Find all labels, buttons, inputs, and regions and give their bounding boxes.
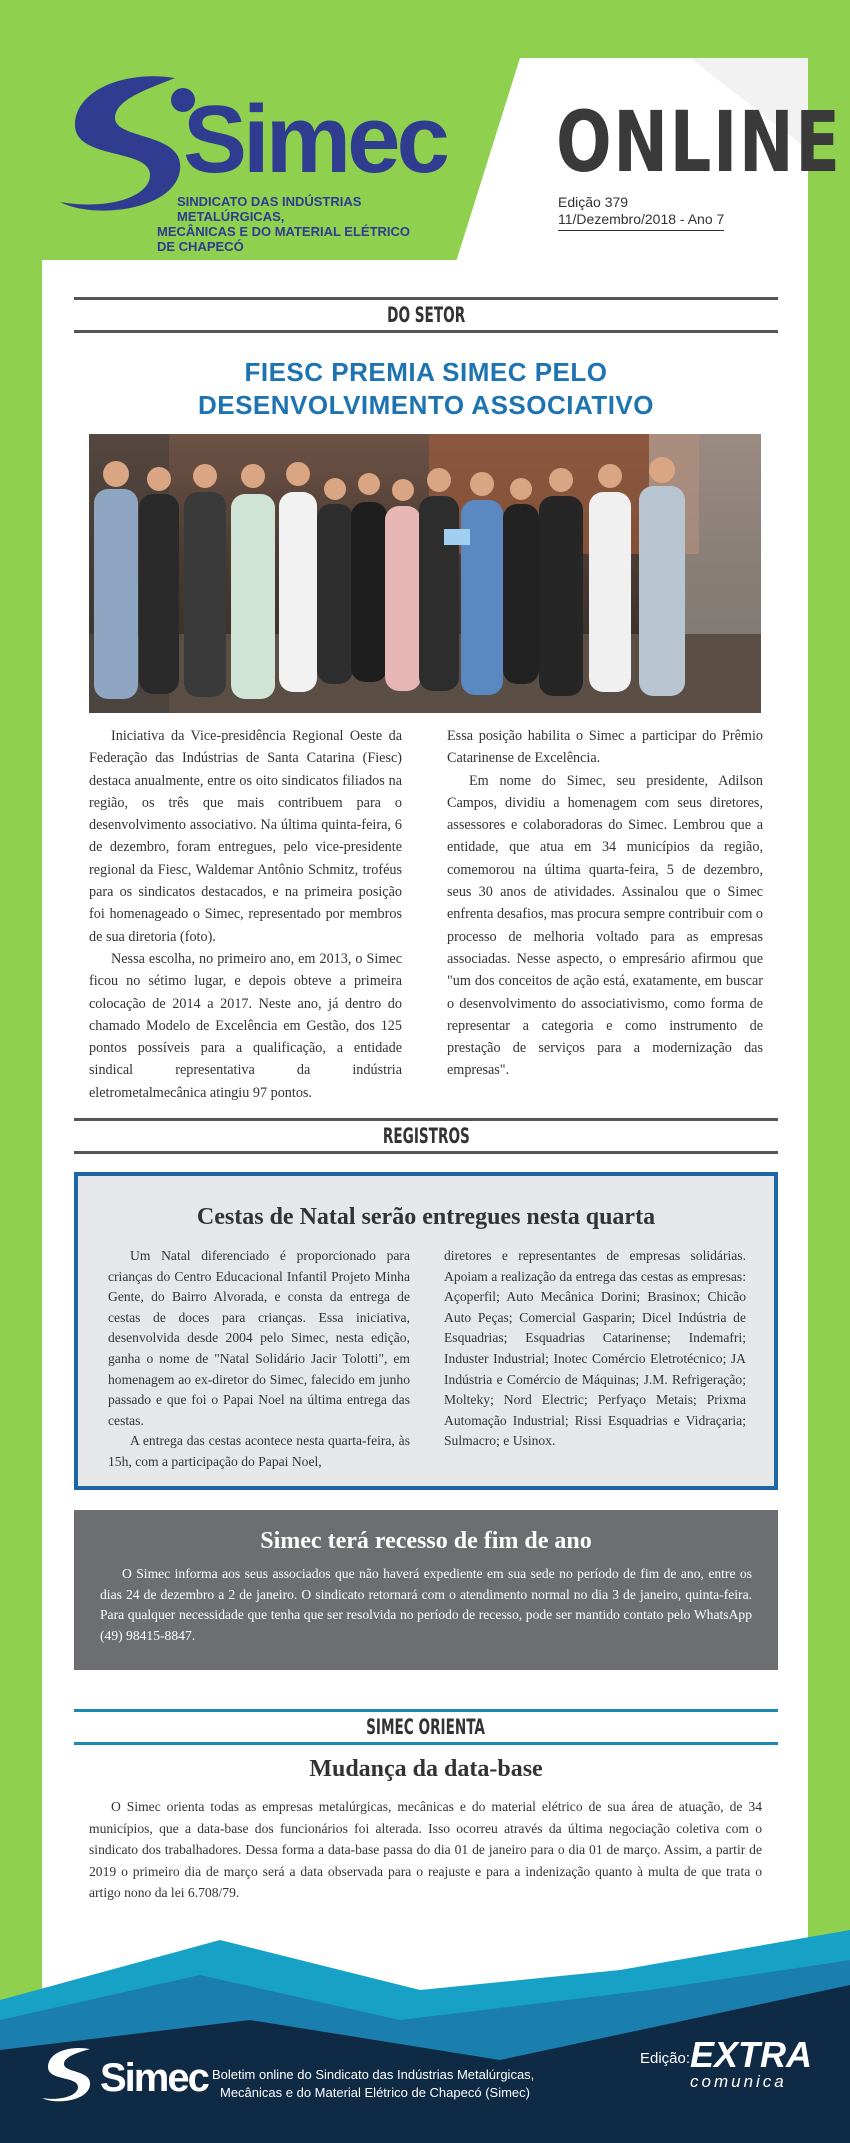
recesso-title: Simec terá recesso de fim de ano bbox=[260, 1528, 592, 1554]
headline-line1: FIESC PREMIA SIMEC PELO bbox=[244, 357, 608, 387]
paragraph: Um Natal diferenciado é proporcionado para crianças do Centro Educacional Infantil Projeto Minha Gente, do Bairro Alvorada, e consta da entrega de cestas de doces para crianças. Essa iniciativa, desenvolvida desde 2004 pelo Simec, nesta edição, ganha o nome de "Natal Solidário Jacir Tolotti", em homenagem ao ex-diretor do Simec, falecido em junho passado e que foi o Papai Noel na última entrega das cestas. bbox=[108, 1248, 410, 1428]
box-title: Cestas de Natal serão entregues nesta quarta bbox=[196, 1204, 656, 1230]
edition-number: Edição 379 bbox=[558, 194, 629, 210]
footer-swoosh-icon bbox=[40, 2045, 100, 2105]
section-label: SIMEC ORIENTA bbox=[366, 1715, 486, 1739]
simec-logo bbox=[55, 70, 446, 254]
paragraph: A entrega das cestas acontece nesta quarta-feira, às 15h, com a participação do Papai Noel, bbox=[108, 1433, 410, 1469]
recesso-text: O Simec informa aos seus associados que não haverá expediente em sua sede no período de fim de ano, entre os dias 24 de dezembro a 2 de janeiro. O sindicato retornará com o atendimento normal no dia 3 de janeiro, quinta-feira. Para qualquer necessidade que tenha que ser resolvida no período de recesso, pode ser mantido contato pelo WhatsApp (49) 98415-8847. bbox=[100, 1566, 752, 1643]
logo-subtitle-line1: SINDICATO DAS INDÚSTRIAS METALÚRGICAS, bbox=[177, 194, 362, 224]
logo-subtitle-line2: MECÂNICAS E DO MATERIAL ELÉTRICO DE CHAPECÓ bbox=[157, 224, 411, 254]
orienta-title: Mudança da data-base bbox=[309, 1756, 543, 1782]
section-registros bbox=[74, 1118, 778, 1154]
paragraph: Essa posição habilita o Simec a participar do Prêmio Catarinense de Excelência. bbox=[447, 728, 763, 767]
paragraph: Em nome do Simec, seu presidente, Adilson Campos, dividiu a homenagem com seus diretores, assessores e colaboradoras do Simec. Lembrou que a entidade, que atua em 34 municípios da região, comemorou na última quarta-feira, 5 de dezembro, seus 30 anos de atividades. Assinalou que o Simec enfrenta desafios, mas procura sempre contribuir com o processo de melhoria voltado para as empresas associadas. Nesse aspecto, o empresário afirmou que "um dos conceitos de ação está, exatamente, em buscar o desenvolvimento do associativismo, como forma de representar a categoria e como instrumento de prestação de serviços para a modernização das empresas". bbox=[447, 772, 763, 1079]
masthead-title: ONLINE bbox=[556, 93, 842, 191]
headline-line2: DESENVOLVIMENTO ASSOCIATIVO bbox=[197, 390, 655, 420]
paragraph: Nessa escolha, no primeiro ano, em 2013, o Simec ficou no sétimo lugar, e depois obteve a primeira colocação de 2014 a 2017. Neste ano, já dentro do chamado Modelo de Excelência em Gestão, dos 125 pontos possíveis para a qualificação, a entidade sindical representativa da indústria eletrometalmecânica atingiu 97 pontos. bbox=[89, 950, 402, 1101]
group-photo bbox=[89, 434, 761, 713]
orienta-text: O Simec orienta todas as empresas metalúrgicas, mecânicas e do material elétrico de sua área de atuação, de 34 municípios, que a data-base dos funcionários foi alterada. Isso ocorreu através da última negociação coletiva com o sindicato dos trabalhadores. Dessa forma a data-base passa do dia 01 de janeiro para o dia 01 de março. Assim, a partir de 2019 o primeiro dia de março será a data observada para o reajuste e para a indenização quanto à multa de que trata o artigo nono da lei 6.708/79. bbox=[89, 1799, 762, 1900]
people-silhouettes bbox=[89, 434, 761, 713]
section-label: REGISTROS bbox=[382, 1124, 470, 1148]
recesso-box bbox=[74, 1510, 778, 1670]
section-label: DO SETOR bbox=[386, 303, 466, 327]
footer-edicao-label: Edição: bbox=[640, 2050, 691, 2067]
registros-box bbox=[74, 1172, 778, 1490]
comunica-brand: comunica bbox=[690, 2072, 787, 2091]
article-column-right bbox=[447, 725, 763, 1082]
footer-line1: Boletim online do Sindicato das Indústrias Metalúrgicas, bbox=[212, 2067, 535, 2082]
extra-brand: EXTRA bbox=[690, 2034, 813, 2075]
paragraph: diretores e representantes de empresas solidárias. Apoiam a realização da entrega das cestas as empresas: Açoperfil; Auto Mecânica Dorini; Brasinox; Chicão Auto Peças; Comercial Gasparin; Dicel Indústria de Esquadrias; Esquadrias Catarinense; Indemafri; Induster Industrial; Inotec Comércio Eletrotécnico; JA Indústria e Comércio de Máquinas; J.M. Refrigeração; Molteky; Nord Electric; Perfyaço Metais; Prixma Automação Industrial; Rissi Esquadrias e Vidraçaria; Sulmacro; e Usinox. bbox=[444, 1248, 746, 1449]
section-do-setor bbox=[74, 297, 778, 333]
article-column-left bbox=[89, 725, 402, 1104]
box-column-right bbox=[444, 1246, 746, 1452]
logo-subtitle bbox=[157, 194, 415, 254]
edition-info bbox=[558, 194, 724, 231]
footer-logo: Simec bbox=[100, 2056, 208, 2100]
logo-wordmark: Simec bbox=[183, 86, 446, 193]
box-column-left bbox=[108, 1246, 410, 1473]
footer-description bbox=[212, 2066, 534, 2102]
article-headline bbox=[74, 356, 778, 422]
footer-line2: Mecânicas e do Material Elétrico de Chapecó (Simec) bbox=[220, 2085, 530, 2100]
paragraph: Iniciativa da Vice-presidência Regional Oeste da Federação das Indústrias de Santa Catarina (Fiesc) destaca anualmente, entre os oito sindicatos filiados na região, os três que mais contribuem para o desenvolvimento associativo. Na última quinta-feira, 6 de dezembro, foram entregues, pelo vice-presidente regional da Fiesc, Waldemar Antônio Schmitz, troféus para os sindicatos destacados, e na primeira posição foi homenageado o Simec, representado por membros de sua diretoria (foto). bbox=[89, 728, 402, 945]
edition-date: 11/Dezembro/2018 - Ano 7 bbox=[558, 211, 724, 231]
section-simec-orienta bbox=[74, 1709, 778, 1745]
